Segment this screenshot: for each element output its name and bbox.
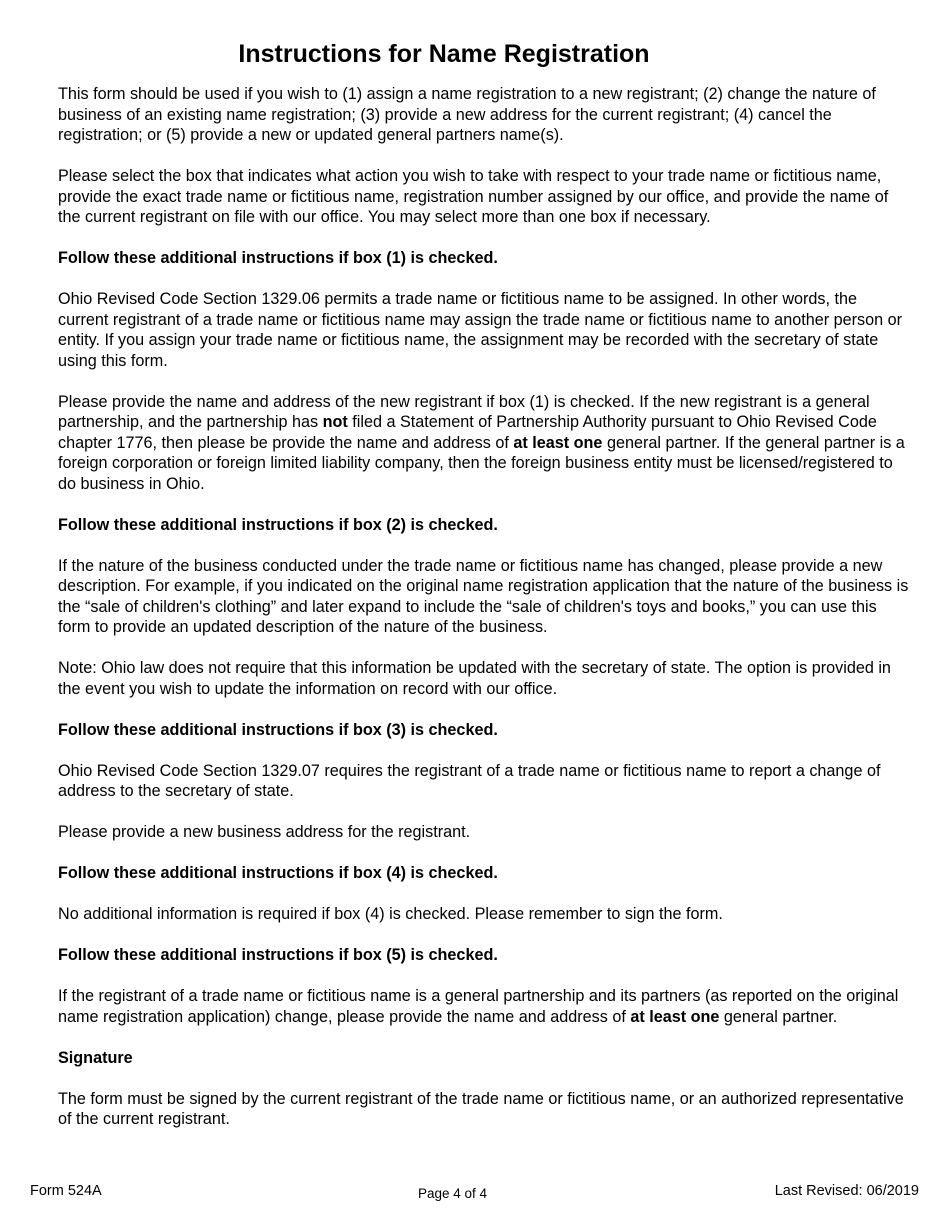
select-paragraph: Please select the box that indicates what action you wish to take with respect to your trade name or fictitious name, provide the exact trade name or fictitious name, registration number assigned by our office, and provide the name of the current registrant on file with our office. You may select more than one box if necessary. <box>58 167 889 226</box>
box5-paragraph: If the registrant of a trade name or fictitious name is a general partnership and its partners (as reported on the original name registration application) change, please provide the name and address of at least one general partner. <box>58 987 899 1026</box>
page-number: Page 4 of 4 <box>418 1186 488 1201</box>
box3-paragraph-a: Ohio Revised Code Section 1329.07 requires the registrant of a trade name or fictitious name to report a change of address to the secretary of state. <box>58 761 881 800</box>
page-title: Instructions for Name Registration <box>238 40 650 68</box>
signature-heading: Signature <box>58 1048 133 1067</box>
box5-heading: Follow these additional instructions if box (5) is checked. <box>58 946 498 964</box>
box4-paragraph: No additional information is required if box (4) is checked. Please remember to sign the form. <box>58 905 723 923</box>
signature-paragraph: The form must be signed by the current registrant of the trade name or fictitious name, or an authorized representative of the current registrant. <box>58 1089 904 1128</box>
last-revised: Last Revised: 06/2019 <box>774 1183 919 1199</box>
box3-heading: Follow these additional instructions if box (3) is checked. <box>58 720 498 739</box>
box1-paragraph-a: Ohio Revised Code Section 1329.06 permits a trade name or fictitious name to be assigned. In other words, the current registrant of a trade name or fictitious name may assign the trade name or fictitious name to another person or entity. If you assign your trade name or fictitious name, the assignment may be recorded with the secretary of state using this form. <box>58 290 902 370</box>
box2-heading: Follow these additional instructions if box (2) is checked. <box>58 515 498 534</box>
box1-paragraph-b: Please provide the name and address of the new registrant if box (1) is checked. If the new registrant is a general partnership, and the partnership has not filed a Statement of Partnership Authority pursuant to Ohio Revised Code chapter 1776, then please be provide the name and address of at least one general partner. If the general partner is a foreign corporation or foreign limited liability company, then the foreign business entity must be licensed/registered to do business in Ohio. <box>58 392 905 493</box>
box2-paragraph-b: Note: Ohio law does not require that this information be updated with the secretary of state. The option is provided in the event you wish to update the information on record with our office. <box>58 659 891 698</box>
box3-paragraph-b: Please provide a new business address for the registrant. <box>58 823 471 841</box>
intro-paragraph: This form should be used if you wish to (1) assign a name registration to a new registrant; (2) change the nature of business of an existing name registration; (3) provide a new address for the current registrant; (4) cancel the registration; or (5) provide a new or updated general partners name(s). <box>58 85 876 144</box>
box2-paragraph-a: If the nature of the business conducted under the trade name or fictitious name has changed, please provide a new description. For example, if you indicated on the original name registration application that the nature of the business is the “sale of children's clothing” and later expand to include the “sale of children's toys and books,” you can use this form to provide an updated description of the nature of the business. <box>58 556 909 636</box>
form-number: Form 524A <box>30 1183 102 1199</box>
box4-heading: Follow these additional instructions if box (4) is checked. <box>58 864 498 882</box>
instructions-body <box>58 84 910 1150</box>
box1-heading: Follow these additional instructions if box (1) is checked. <box>58 249 498 267</box>
